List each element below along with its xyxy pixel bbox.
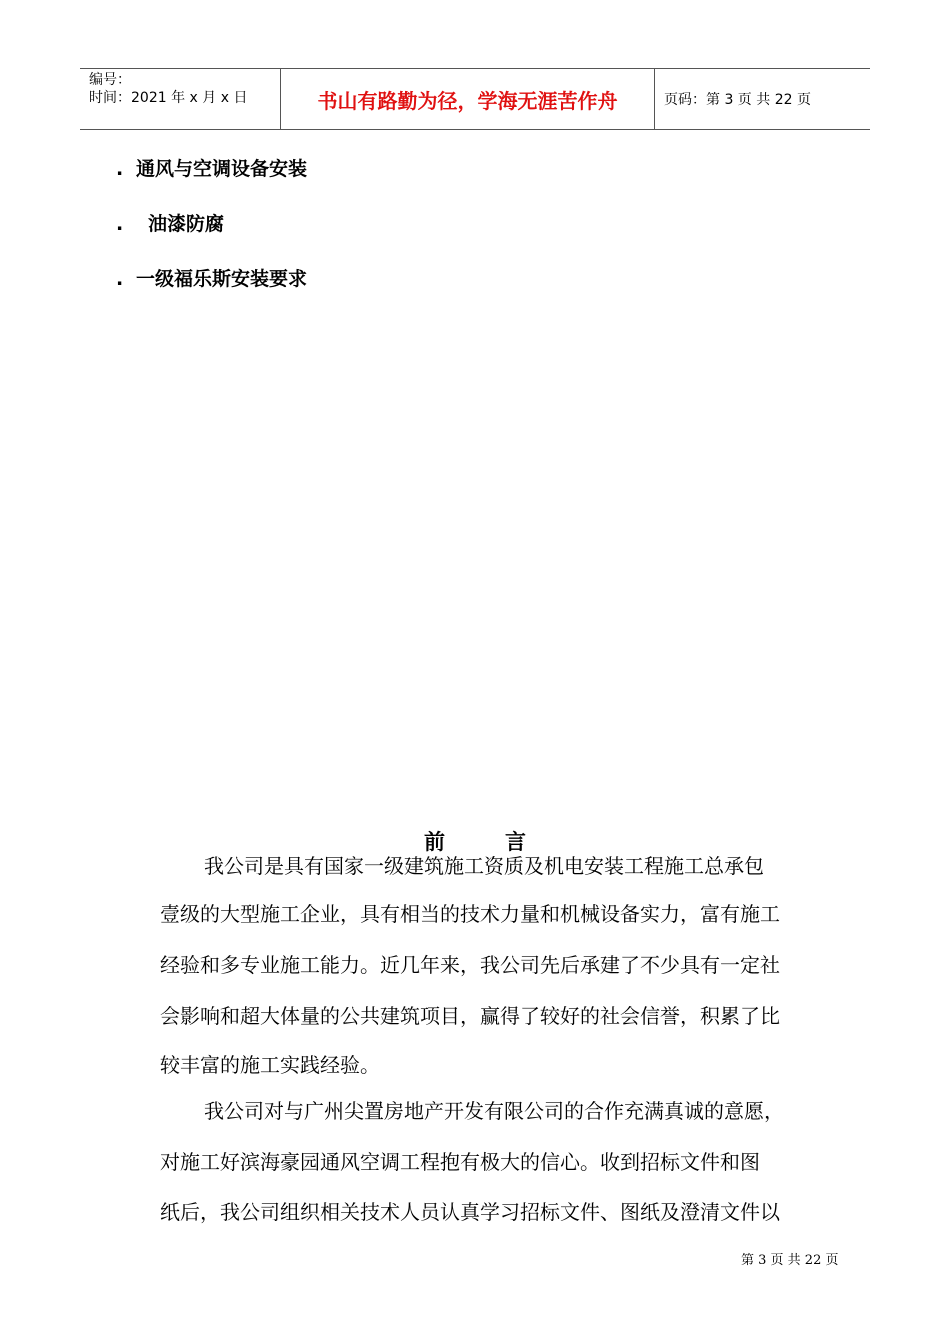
toc-item-label: 通风与空调设备安装 (136, 158, 308, 180)
toc-bullet: . (116, 268, 124, 290)
toc-item-insulation (116, 267, 307, 291)
toc-bullet: . (116, 213, 124, 235)
toc-bullet: . (116, 158, 124, 180)
toc-item-label: 一级福乐斯安装要求 (136, 268, 308, 290)
header-motto: 书山有路勤为径，学海无涯苦作舟 (281, 69, 655, 129)
preface-line: 经验和多专业施工能力。近几年来，我公司先后承建了不少具有一定社 (160, 953, 780, 977)
preface-line: 会影响和超大体量的公共建筑项目，赢得了较好的社会信誉，积累了比 (160, 1004, 780, 1028)
header-page-label: 页码：第 3 页 共 22 页 (664, 92, 811, 108)
date-label: 时间：2021 年 x 月 x 日 (89, 90, 248, 106)
toc-item-painting (116, 212, 224, 236)
preface-line: 较丰富的施工实践经验。 (160, 1053, 380, 1077)
preface-title-right: 言 (505, 829, 526, 854)
preface-line: 我公司对与广州尖置房地产开发有限公司的合作充满真诚的意愿， (164, 1099, 784, 1123)
preface-line: 纸后，我公司组织相关技术人员认真学习招标文件、图纸及澄清文件以 (160, 1200, 780, 1224)
page-header (80, 68, 870, 130)
preface-title-left: 前 (424, 829, 445, 854)
preface-title (0, 826, 950, 856)
serial-label: 编号： (89, 72, 131, 88)
toc-item-label: 油漆防腐 (148, 213, 225, 235)
toc-item-ventilation (116, 157, 307, 181)
header-meta (80, 69, 281, 129)
preface-line: 壹级的大型施工企业，具有相当的技术力量和机械设备实力，富有施工 (160, 902, 780, 926)
preface-line: 我公司是具有国家一级建筑施工资质及机电安装工程施工总承包 (164, 854, 764, 878)
preface-line: 对施工好滨海豪园通风空调工程抱有极大的信心。收到招标文件和图 (160, 1150, 760, 1174)
page-footer: 第 3 页 共 22 页 (741, 1253, 839, 1268)
